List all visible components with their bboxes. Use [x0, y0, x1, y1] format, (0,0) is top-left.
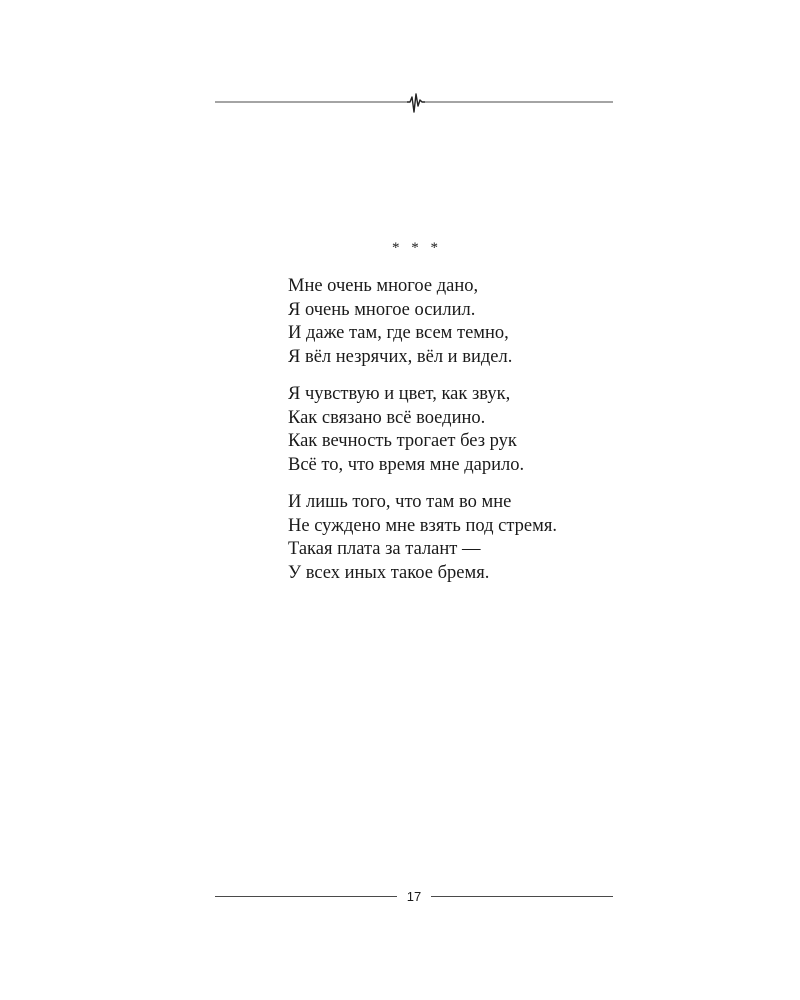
poem: [288, 240, 628, 599]
poem-line: И лишь того, что там во мне: [288, 492, 512, 512]
poem-line: Не суждено мне взять под стремя.: [288, 515, 557, 536]
stanza-2: [288, 383, 628, 477]
footer-rule-right: [431, 896, 613, 897]
poem-line: Я вёл незрячих, вёл и видел.: [288, 346, 513, 367]
page-footer: [215, 884, 613, 908]
poem-line: Я чувствую и цвет, как звук,: [288, 384, 511, 404]
header-ornament-rule: [215, 88, 613, 118]
poem-line: Я очень многое осилил.: [288, 299, 476, 320]
stanza-1: [288, 275, 628, 369]
poem-line: У всех иных такое бремя.: [288, 562, 490, 583]
heartbeat-icon: [215, 88, 613, 118]
page-number: 17: [406, 888, 422, 904]
poem-line: Мне очень многое дано,: [288, 276, 479, 296]
poem-line: Как вечность трогает без рук: [288, 431, 517, 451]
footer-rule-left: [215, 896, 397, 897]
stanza-3: [288, 491, 628, 585]
poem-line: Как связано всё воедино.: [288, 407, 486, 428]
poem-line: Всё то, что время мне дарило.: [288, 454, 525, 475]
stanza-separator: * * *: [392, 240, 442, 256]
poem-line: Такая плата за талант —: [288, 539, 481, 559]
poem-line: И даже там, где всем темно,: [288, 323, 509, 343]
